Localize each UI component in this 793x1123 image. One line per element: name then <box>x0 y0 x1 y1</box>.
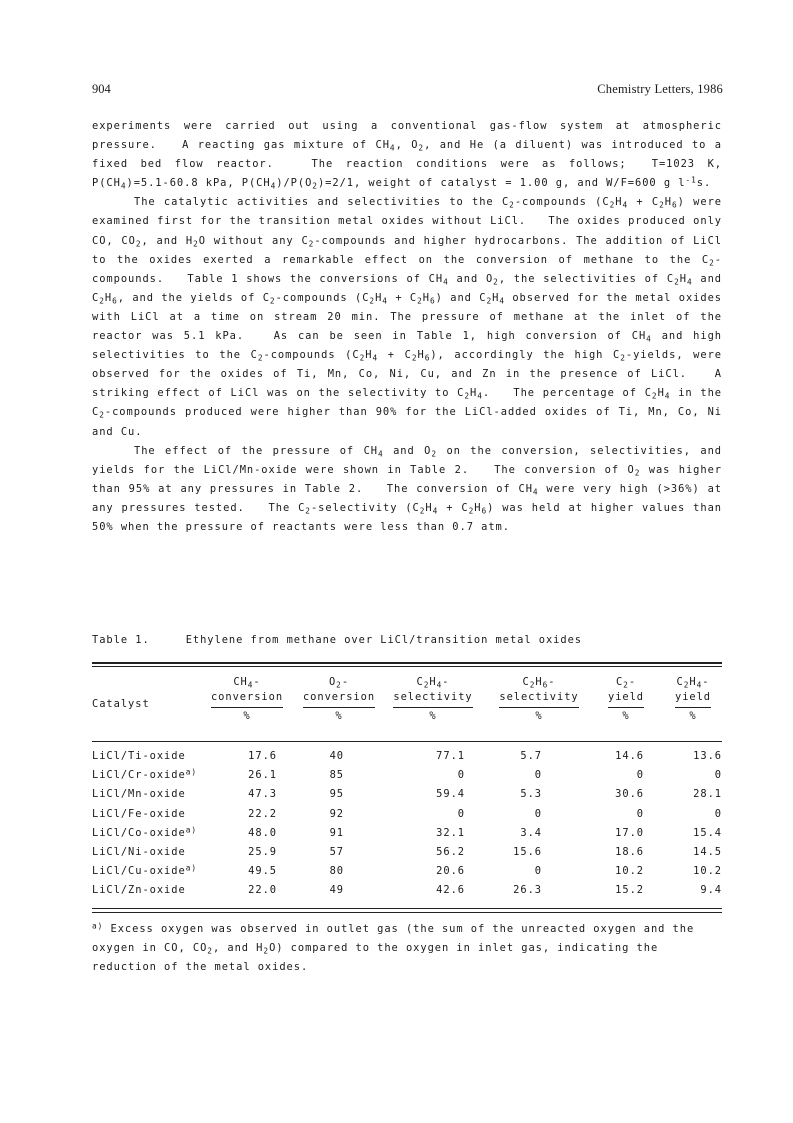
value-cell: 28.1 <box>693 788 722 801</box>
value-cell: 0 <box>714 769 722 782</box>
table-caption <box>92 634 722 646</box>
column-header-line1: $C_2H_4-$ <box>676 676 710 690</box>
table-rule-top <box>92 662 722 664</box>
value-cell: 9.4 <box>700 884 722 897</box>
table-rule-mid <box>92 741 722 742</box>
column-header-line1: $CH_4-$ <box>233 676 261 690</box>
value-cell: 0 <box>457 769 465 782</box>
value-cell: 17.0 <box>615 826 644 839</box>
catalyst-cell: LiCl/Cu-oxide$^{a)}$ <box>92 863 197 878</box>
catalyst-cell: LiCl/Fe-oxide <box>92 807 186 820</box>
value-cell: 10.2 <box>615 865 644 878</box>
column-header-line2: selectivity <box>393 691 473 703</box>
value-cell: 17.6 <box>248 750 277 762</box>
footnote-text: Excess oxygen was observed in outlet gas (the sum of the unreacted oxygen and the oxygen in CO, $CO_2$, and $H_2O$) compared to the oxygen in inlet gas, indicating the reduction of the metal oxides. <box>92 923 695 974</box>
value-cell: 5.7 <box>520 750 542 762</box>
value-cell: 15.4 <box>693 826 722 839</box>
column-header-1 <box>197 675 297 724</box>
value-cell: 49.5 <box>248 865 277 878</box>
column-header-line1: $O_2-$ <box>328 676 350 690</box>
column-unit: % <box>499 707 578 724</box>
footnote-ref: a) <box>185 863 197 873</box>
column-header-line2: yield <box>674 691 712 703</box>
value-cell: 30.6 <box>615 788 644 801</box>
table-row <box>92 750 722 769</box>
value-cell: 48.0 <box>248 826 277 839</box>
value-cell: 49 <box>329 884 344 897</box>
value-cell: 40 <box>329 750 344 762</box>
paragraph-3: The effect of the pressure of $CH_4$ and $O_2$ on the conversion, selectivities, and yields for the LiCl/Mn-oxide were shown in Table 2. The conversion of $O_2$ was higher than 95% at any pressures in Table 2. The conversion of $CH_4$ were very high (>36%) at any pressures tested. The $C_2$-selectivity $(C_2H_4 + C_2H_6)$ was held at higher values than 50% when the pressure of reactants were less than 0.7 atm. <box>92 444 723 533</box>
value-cell: 59.4 <box>436 788 465 801</box>
page-number: 904 <box>92 82 111 96</box>
column-unit: % <box>211 707 283 724</box>
table-header <box>92 675 722 735</box>
value-cell: 18.6 <box>615 845 644 858</box>
value-cell: 3.4 <box>520 826 542 839</box>
value-cell: 57 <box>329 845 344 858</box>
column-unit: % <box>393 707 472 724</box>
value-cell: 10.2 <box>693 865 722 878</box>
value-cell: 47.3 <box>248 788 277 801</box>
value-cell: 0 <box>534 807 542 820</box>
column-header-line2: yield <box>607 691 645 703</box>
column-header-line2: conversion <box>210 691 284 703</box>
table-label: Table 1. <box>92 634 150 646</box>
column-header-4 <box>489 675 589 724</box>
page-header <box>92 82 723 100</box>
catalyst-cell: LiCl/Ti-oxide <box>92 750 186 762</box>
value-cell: 22.2 <box>248 807 277 820</box>
paragraph-1: experiments were carried out using a conventional gas-flow system at atmospheric pressure. A reacting gas mixture of $CH_4$, $O_2$, and He (a diluent) was introduced to a fixed bed flow reactor. The reaction conditions were as follows; T=1023 K, $P(CH_4)=5.1-60.8$ kPa, $P(CH_4)/P(O_2)=2/1$, weight of catalyst = 1.00 g, and W/F=600 g $l^{-1}s$. <box>92 120 722 191</box>
value-cell: 26.3 <box>513 884 542 897</box>
column-header-line1: $C_2-$ <box>615 676 637 690</box>
value-cell: 85 <box>329 769 344 782</box>
value-cell: 95 <box>329 788 344 801</box>
table-row <box>92 884 722 903</box>
table-rule-bottom-inner <box>92 912 722 913</box>
journal-citation: Chemistry Letters, 1986 <box>597 82 723 96</box>
table-body <box>92 750 722 904</box>
table-rule-bottom <box>92 908 722 909</box>
table-footnote <box>92 920 722 978</box>
column-header-3 <box>383 675 483 724</box>
body-text <box>92 117 722 537</box>
value-cell: 26.1 <box>248 769 277 782</box>
value-cell: 92 <box>329 807 344 820</box>
value-cell: 5.3 <box>520 788 542 801</box>
footnote-mark: a) <box>92 921 104 931</box>
value-cell: 0 <box>457 807 465 820</box>
value-cell: 15.2 <box>615 884 644 897</box>
column-unit: % <box>608 707 644 724</box>
value-cell: 14.6 <box>615 750 644 762</box>
table-row <box>92 808 722 827</box>
table-row <box>92 846 722 865</box>
value-cell: 0 <box>636 807 644 820</box>
column-header-6 <box>643 675 743 724</box>
value-cell: 0 <box>636 769 644 782</box>
footnote-ref: a) <box>185 825 197 835</box>
catalyst-cell: LiCl/Cr-oxide$^{a)}$ <box>92 767 197 782</box>
value-cell: 77.1 <box>436 750 465 762</box>
catalyst-cell: LiCl/Mn-oxide <box>92 788 186 801</box>
table-row <box>92 769 722 788</box>
value-cell: 91 <box>329 826 344 839</box>
paragraph-2: The catalytic activities and selectivities to the $C_2$-compounds $(C_2H_4 + C_2H_6)$ were examined first for the transition metal oxides without LiCl. The oxides produced only CO, $CO_2$, and $H_2O$ without any $C_2$-compounds and higher hydrocarbons. The addition of LiCl to the oxides exerted a remarkable effect on the conversion of methane to the $C_2$-compounds. Table 1 shows the conversions of $CH_4$ and $O_2$, the selectivities of $C_2H_4$ and $C_2H_6$, and the yields of $C_2$-compounds $(C_2H_4 + C_2H_6)$ and $C_2H_4$ observed for the metal oxides with LiCl at a time on stream 20 min. The pressure of methane at the inlet of the reactor was 5.1 kPa. As can be seen in Table 1, high conversion of $CH_4$ and high selectivities to the $C_2$-compounds $(C_2H_4 + C_2H_6)$, accordingly the high $C_2$-yields, were observed for the oxides of Ti, Mn, Co, Ni, Cu, and Zn in the presence of LiCl. A striking effect of LiCl was on the selectivity to $C_2H_4$. The percentage of $C_2H_4$ in the $C_2$-compounds produced were higher than 90% for the LiCl-added oxides of Ti, Mn, Co, Ni and Cu. <box>92 196 723 438</box>
column-unit: % <box>303 707 375 724</box>
value-cell: 0 <box>714 807 722 820</box>
value-cell: 15.6 <box>513 845 542 858</box>
table-title: Ethylene from methane over LiCl/transition metal oxides <box>185 634 583 646</box>
footnote-ref: a) <box>185 767 197 777</box>
catalyst-cell: LiCl/Zn-oxide <box>92 884 186 897</box>
value-cell: 25.9 <box>248 845 277 858</box>
value-cell: 22.0 <box>248 884 277 897</box>
value-cell: 0 <box>534 769 542 782</box>
value-cell: 13.6 <box>693 750 722 762</box>
column-unit: % <box>675 707 711 724</box>
value-cell: 56.2 <box>436 845 465 858</box>
value-cell: 80 <box>329 865 344 878</box>
catalyst-cell: LiCl/Co-oxide$^{a)}$ <box>92 825 197 839</box>
column-header-line2: selectivity <box>499 691 579 703</box>
column-header-line2: conversion <box>302 691 376 703</box>
table-row <box>92 827 722 846</box>
table-row <box>92 865 722 884</box>
column-header-line1: $C_2H_4-$ <box>416 676 450 690</box>
value-cell: 0 <box>534 865 542 878</box>
table-row <box>92 788 722 807</box>
value-cell: 32.1 <box>436 826 465 839</box>
catalyst-column-header: Catalyst <box>92 698 150 710</box>
table-rule-top-inner <box>92 666 722 667</box>
column-header-2 <box>289 675 389 724</box>
value-cell: 14.5 <box>693 845 722 858</box>
column-header-line1: $C_2H_6-$ <box>522 676 556 690</box>
value-cell: 20.6 <box>436 865 465 878</box>
catalyst-cell: LiCl/Ni-oxide <box>92 845 186 858</box>
value-cell: 42.6 <box>436 884 465 897</box>
